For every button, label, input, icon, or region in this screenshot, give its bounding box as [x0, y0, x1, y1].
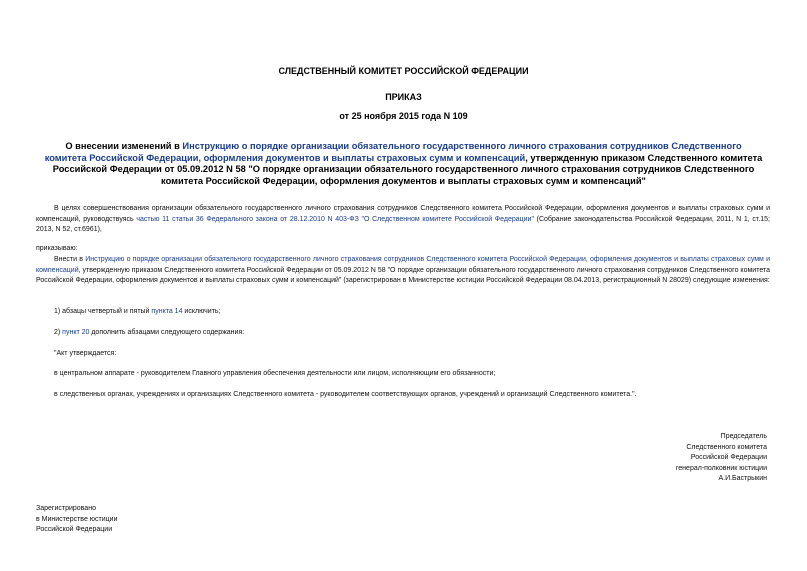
item2-text: 2): [54, 329, 63, 336]
registration-line-3: Российской Федерации: [36, 526, 113, 533]
item1-text: 1) абзацы четвертый и пятый: [54, 308, 152, 315]
title-text-end: , утвержденную приказом Следственного комитета Российской Федерации от 05.09.2012 N 58 "О порядке организации обязательного государственного личного страхования сотрудников Следственного комитета Российской Федерации, оформления документов и выплаты страховых сумм и компенсаций": [52, 152, 763, 186]
signatory-name: А.И.Бастрыкин: [718, 475, 767, 482]
document-title: [44, 141, 763, 187]
list-item-1: [54, 307, 221, 318]
title-instruction-link[interactable]: Инструкцию о порядке организации обязательного государственного личного страхования сотрудников Следственного комитета Российской Федерации, оформления документов и выплаты страховых сумм и компенсаций: [44, 141, 742, 163]
amendment-text: Внести в: [54, 256, 86, 263]
issuing-organization: СЛЕДСТВЕННЫЙ КОМИТЕТ РОССИЙСКОЙ ФЕДЕРАЦИИ: [278, 66, 529, 76]
amendment-paragraph: [36, 255, 770, 287]
preamble-paragraph: [36, 204, 770, 236]
item1-text-end: исключить;: [182, 308, 221, 315]
document-type: ПРИКАЗ: [385, 92, 422, 102]
signatory-position: Председатель: [720, 433, 767, 440]
quote-line-2: в центральном аппарате - руководителем Главного управления обеспечения деятельности или лицом, исполняющим его обязанности;: [54, 370, 496, 377]
signatory-country: Российской Федерации: [690, 454, 767, 461]
title-text-start: О внесении изменений в: [65, 141, 183, 151]
signatory-organization: Следственного комитета: [686, 443, 767, 451]
document-date: от 25 ноября 2015 года N 109: [339, 111, 468, 121]
quote-line-3: в следственных органах, учреждениях и организациях Следственного комитета - руководителем соответствующих органов, учреждений и организаций Следственного комитета.".: [54, 391, 637, 398]
preamble-text: В целях совершенствования организации обязательного государственного личного страхования сотрудников Следственного комитета Российской Федерации, оформления документов и выплаты страховых сумм и компенсаций, руководствуясь: [36, 205, 770, 223]
signatory-rank: генерал-полковник юстиции: [675, 464, 767, 472]
quote-line-1: "Акт утверждается:: [54, 350, 117, 357]
amendment-text-end: , утвержденную приказом Следственного комитета Российской Федерации от 05.09.2012 N 58 "О порядке организации обязательного государственного личного страхования сотрудников Следственного комитета Российской Федерации, оформления документов и выплаты страховых сумм и компенсаций" (зарегистрирован в Министерстве юстиции Российской Федерации 08.04.2013, регистрационный N 28029) следующие изменения:: [36, 266, 770, 284]
registration-line-2: в Министерстве юстиции: [36, 515, 118, 523]
preamble-text-end: (Собрание законодательства Российской Федерации, 2011, N 1, ст.15; 2013, N 52, ст.6961),: [36, 215, 770, 233]
registration-line-1: Зарегистрировано: [36, 505, 96, 512]
instruction-link[interactable]: Инструкцию о порядке организации обязательного государственного личного страхования сотрудников Следственного комитета Российской Федерации, оформления документов и выплаты страховых сумм и компенсаций: [36, 256, 770, 274]
registration-block: [36, 504, 117, 536]
order-word: приказываю:: [36, 245, 78, 252]
signature-block: [676, 432, 767, 485]
item2-text-end: дополнить абзацами следующего содержания:: [89, 329, 245, 336]
clause-20-link[interactable]: пункт 20: [62, 329, 90, 336]
list-item-2: [54, 328, 244, 339]
clause-14-link[interactable]: пункта 14: [151, 308, 183, 315]
federal-law-link[interactable]: частью 11 статьи 36 Федерального закона от 28.12.2010 N 403-ФЗ "О Следственном комитете Российской Федерации": [136, 215, 534, 223]
